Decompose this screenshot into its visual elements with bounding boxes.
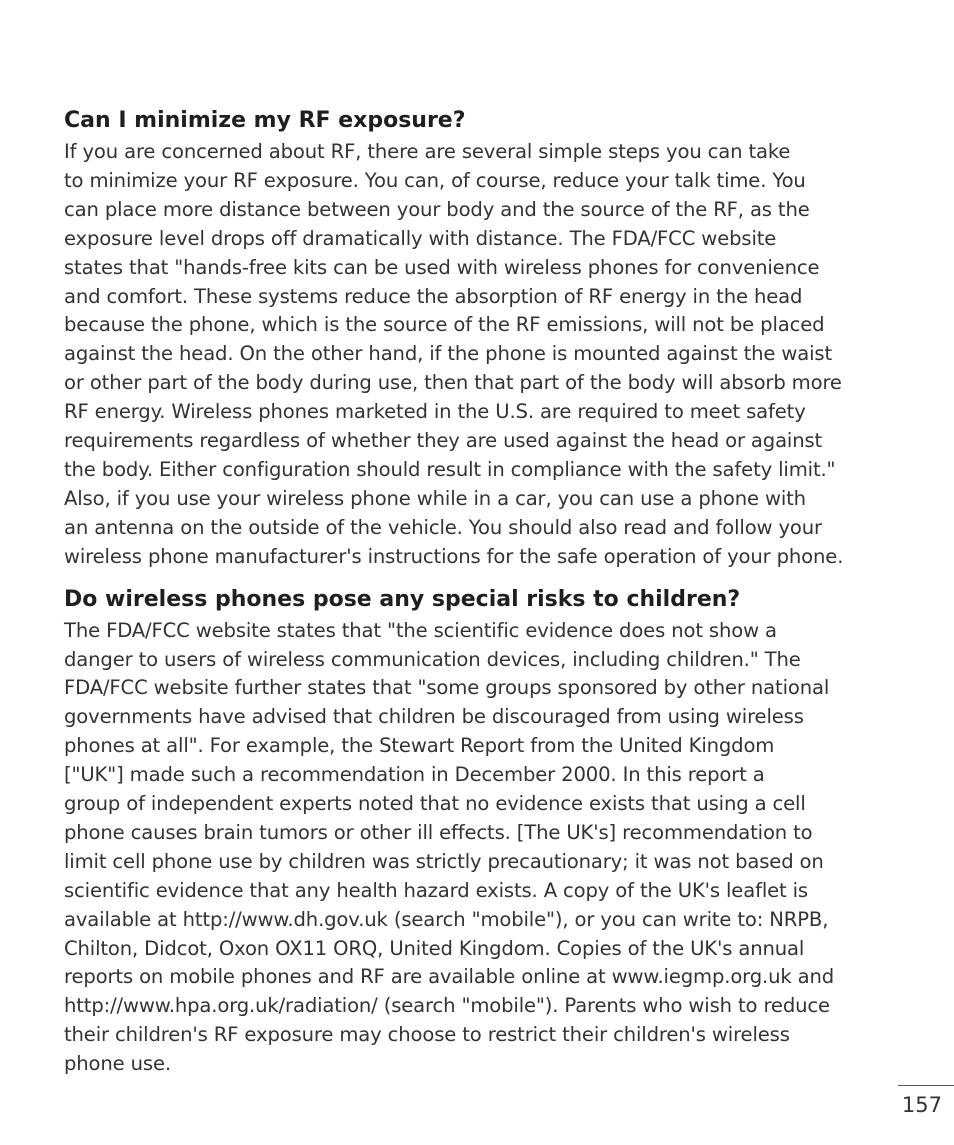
section-heading: Do wireless phones pose any special risks to children? — [64, 586, 741, 612]
page-number: 157 — [901, 1093, 942, 1117]
page-content — [64, 104, 900, 1079]
section-body: The FDA/FCC website states that "the scientific evidence does not show a danger to users of wireless communication devices, including children." The FDA/FCC website further states that "some groups sponsored by other national governments have advised that children be discouraged from using wireless phones at all". For example, the Stewart Report from the United Kingdom ["UK"] made such a recommendation in December 2000. In this report a group of independent experts noted that no evidence exists that using a cell phone causes brain tumors or other ill effects. [The UK's] recommendation to limit cell phone use by children was strictly precautionary; it was not based on scientific evidence that any health hazard exists. A copy of the UK's leaflet is available at http://www.dh.gov.uk (search "mobile"), or you can write to: NRPB, Chilton, Didcot, Oxon OX11 ORQ, United Kingdom. Copies of the UK's annual reports on mobile phones and RF are available online at www.iegmp.org.uk and http://www.hpa.org.uk/radiation/ (search "mobile"). Parents who wish to reduce their children's RF exposure may choose to restrict their children's wireless phone use. — [64, 618, 835, 1076]
section-body: If you are concerned about RF, there are several simple steps you can take to minimize your RF exposure. You can, of course, reduce your talk time. You can place more distance between your body and the source of the RF, as the exposure level drops off dramatically with distance. The FDA/FCC website states that "hands-free kits can be used with wireless phones for convenience and comfort. These systems reduce the absorption of RF energy in the head because the phone, which is the source of the RF emissions, will not be placed against the head. On the other hand, if the phone is mounted against the waist or other part of the body during use, then that part of the body will absorb more RF energy. Wireless phones marketed in the U.S. are required to meet safety requirements regardless of whether they are used against the head or against the body. Either configuration should result in compliance with the safety limit." Also, if you use your wireless phone while in a car, you can use a phone with an antenna on the outside of the vehicle. You should also read and follow your wireless phone manufacturer's instructions for the safe operation of your phone. — [64, 140, 844, 568]
section-heading: Can I minimize my RF exposure? — [64, 108, 466, 133]
page-number-rule — [898, 1085, 954, 1086]
section-rf-exposure — [64, 104, 900, 572]
section-children-risks — [64, 583, 900, 1080]
